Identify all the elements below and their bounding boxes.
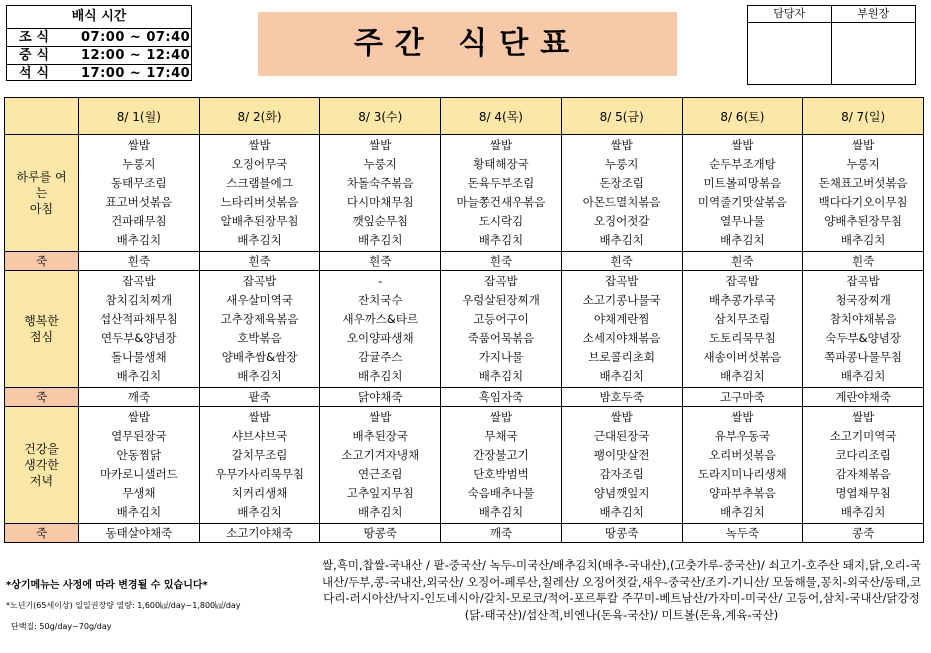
dish-item: 배추김치 bbox=[116, 369, 162, 383]
dish-item: 잔치국수 bbox=[358, 293, 403, 307]
dish-item: 잡곡밥 bbox=[846, 274, 880, 288]
dish-item: 삼치무조림 bbox=[714, 312, 771, 326]
approval-deputy-sign bbox=[832, 23, 916, 85]
porridge-item: 닭야채죽 bbox=[320, 388, 441, 407]
menu-cell bbox=[441, 407, 562, 524]
dish-item: 안동찜닭 bbox=[116, 448, 162, 462]
dish-item: 숙두부&양념장 bbox=[825, 331, 901, 345]
dish-item: 배추김치 bbox=[237, 233, 282, 247]
dish-item: 스크램블에그 bbox=[226, 176, 293, 190]
dish-item: 갈치무조림 bbox=[231, 448, 288, 462]
dish-item: 샤브샤브국 bbox=[231, 429, 288, 443]
menu-cell bbox=[803, 407, 924, 524]
dish-item: 참치김치찌개 bbox=[105, 293, 173, 307]
meal-label-text: 하루를 여 는 아침 bbox=[16, 170, 67, 216]
dish-item: 배추김치 bbox=[720, 505, 765, 519]
dish-item: 아몬드멸치볶음 bbox=[582, 195, 661, 209]
meal-time-row-dinner bbox=[7, 64, 191, 82]
dish-item: 배추김치 bbox=[478, 233, 524, 247]
dish-item: 숙음배추나물 bbox=[467, 486, 535, 500]
dish-item: 잡곡밥 bbox=[122, 274, 156, 288]
dish-item: 돈육두부조림 bbox=[467, 176, 535, 190]
day-header: 8/ 4(목) bbox=[441, 98, 562, 135]
meal-label-lunch bbox=[5, 271, 79, 388]
porridge-item: 흰죽 bbox=[441, 252, 562, 271]
dish-item: 오이양파생채 bbox=[346, 331, 414, 345]
dish-item: 배추김치 bbox=[840, 505, 886, 519]
meal-name: 중식 bbox=[19, 48, 55, 63]
menu-cell bbox=[561, 271, 682, 388]
dish-item: - bbox=[378, 274, 383, 288]
dish-item: 무생채 bbox=[122, 486, 156, 500]
dish-item: 쌀밥 bbox=[489, 410, 513, 424]
menu-cell bbox=[682, 135, 803, 252]
weekly-menu-table bbox=[4, 97, 924, 543]
porridge-item: 깨죽 bbox=[79, 388, 200, 407]
dish-item: 오징어무국 bbox=[231, 157, 288, 171]
dish-item: 알배추된장무침 bbox=[220, 214, 299, 228]
day-header-row bbox=[5, 98, 924, 135]
dish-item: 쌀밥 bbox=[248, 138, 271, 152]
dish-item: 오리버섯볶음 bbox=[709, 448, 776, 462]
dish-item: 미트볼피망볶음 bbox=[703, 176, 782, 190]
dish-item: 오징어젓갈 bbox=[593, 214, 650, 228]
meal-time: 12:00 ~ 12:40 bbox=[81, 48, 191, 63]
day-header: 8/ 6(토) bbox=[682, 98, 803, 135]
dish-item: 잡곡밥 bbox=[484, 274, 518, 288]
dish-item: 표고버섯볶음 bbox=[105, 195, 173, 209]
dish-item: 쌀밥 bbox=[248, 410, 271, 424]
dish-item: 배추김치 bbox=[720, 369, 765, 383]
dish-item: 청국장찌개 bbox=[835, 293, 891, 307]
porridge-item: 흑임자죽 bbox=[441, 388, 562, 407]
protein-note: 단백질: 50g/day~70g/day bbox=[11, 622, 112, 631]
dish-item: 치커리생채 bbox=[231, 486, 288, 500]
menu-cell bbox=[803, 135, 924, 252]
dish-item: 누룽지 bbox=[605, 157, 639, 171]
dish-item: 동태무조림 bbox=[111, 176, 167, 190]
dish-item: 느타리버섯볶음 bbox=[220, 195, 299, 209]
dish-item: 미역줄기맛살볶음 bbox=[697, 195, 787, 209]
dish-item: 배추김치 bbox=[237, 369, 282, 383]
meal-row-lunch bbox=[5, 271, 924, 388]
porridge-item: 고구마죽 bbox=[682, 388, 803, 407]
dish-item: 감귤주스 bbox=[358, 350, 403, 364]
dish-item: 배추김치 bbox=[358, 233, 403, 247]
dish-item: 호박볶음 bbox=[237, 331, 282, 345]
dish-item: 황태해장국 bbox=[473, 157, 529, 171]
dish-item: 죽품어묵볶음 bbox=[467, 331, 535, 345]
meal-label-text: 건강을 생각한 저녁 bbox=[24, 442, 59, 488]
meal-time: 17:00 ~ 17:40 bbox=[81, 66, 191, 81]
dish-item: 마카로니샐러드 bbox=[99, 467, 178, 481]
dish-item: 누룽지 bbox=[363, 157, 397, 171]
porridge-item: 녹두죽 bbox=[682, 524, 803, 543]
dish-item: 배추김치 bbox=[840, 233, 886, 247]
dish-item: 연두부&양념장 bbox=[101, 331, 177, 345]
porridge-label: 죽 bbox=[5, 388, 79, 407]
dish-item: 야채계란찜 bbox=[593, 312, 650, 326]
dish-item: 도시락김 bbox=[478, 214, 524, 228]
porridge-label: 죽 bbox=[5, 524, 79, 543]
meal-time-title: 배식 시간 bbox=[7, 6, 191, 29]
menu-cell bbox=[199, 135, 320, 252]
dish-item: 배추김치 bbox=[478, 505, 524, 519]
dish-item: 배추김치 bbox=[720, 233, 765, 247]
dish-item: 근대된장국 bbox=[593, 429, 650, 443]
dish-item: 쌀밥 bbox=[489, 138, 513, 152]
meal-name: 석식 bbox=[19, 66, 55, 81]
dish-item: 차돌숙주볶음 bbox=[346, 176, 414, 190]
dish-item: 우무가사리묵무침 bbox=[215, 467, 304, 481]
menu-cell bbox=[199, 407, 320, 524]
dish-item: 배추김치 bbox=[840, 369, 886, 383]
porridge-item: 팥죽 bbox=[199, 388, 320, 407]
dish-item: 누룽지 bbox=[122, 157, 156, 171]
menu-cell bbox=[320, 407, 441, 524]
menu-cell bbox=[199, 271, 320, 388]
dish-item: 쌀밥 bbox=[369, 138, 392, 152]
dish-item: 양파부추볶음 bbox=[709, 486, 776, 500]
dish-item: 새우살미역국 bbox=[226, 293, 293, 307]
dish-item: 도토리묵무침 bbox=[709, 331, 776, 345]
dish-item: 새송이버섯볶음 bbox=[703, 350, 782, 364]
dish-item: 돌나물생채 bbox=[111, 350, 167, 364]
dish-item: 배추김치 bbox=[116, 505, 162, 519]
origin-info: 쌀,흑미,찹쌀-국내산 / 팥-중국산/ 녹두-미국산/배추김치(배추-국내산),(고춧가루-중국산)/ 쇠고기-호주산 돼지,닭,오리-국내산/두부,콩-국내산,외국산/ 오징어-페루산,칠레산/ 오징어젓갈,새우-중국산/조기-기니산/ 모둠해물,꽁치-외국산/동태,코다리-러시아산/낙지-인도네시아/갈치-모로코/적어-포르투칼 주꾸미-베트남산/가자미-미국산/ 고등어,삼치-국내산/닭강정(닭-태국산)/섭산적,비엔나(돈육-국산)/ 미트볼(돈육,계육-국산) bbox=[321, 558, 921, 622]
dish-item: 감자조림 bbox=[599, 467, 644, 481]
day-header: 8/ 5(금) bbox=[561, 98, 682, 135]
meal-label-breakfast bbox=[5, 135, 79, 252]
dish-item: 배추된장국 bbox=[352, 429, 409, 443]
porridge-row-breakfast bbox=[5, 252, 924, 271]
porridge-item: 흰죽 bbox=[682, 252, 803, 271]
dish-item: 배추김치 bbox=[599, 369, 644, 383]
menu-cell bbox=[320, 271, 441, 388]
dish-item: 소고기콩나물국 bbox=[582, 293, 661, 307]
dish-item: 소고기겨자냉채 bbox=[341, 448, 420, 462]
dish-item: 쪽파콩나물무침 bbox=[824, 350, 902, 364]
porridge-item: 흰죽 bbox=[803, 252, 924, 271]
dish-item: 고등어구이 bbox=[473, 312, 529, 326]
approval-deputy-label: 부원장 bbox=[857, 7, 890, 20]
day-header: 8/ 7(일) bbox=[803, 98, 924, 135]
dish-item: 고추장제육볶음 bbox=[220, 312, 299, 326]
porridge-item: 소고기야채죽 bbox=[199, 524, 320, 543]
dish-item: 브로콜리초회 bbox=[588, 350, 655, 364]
dish-item: 돈채표고버섯볶음 bbox=[818, 176, 908, 190]
dish-item: 섭산적파채무침 bbox=[99, 312, 178, 326]
dish-item: 소세지야채볶음 bbox=[582, 331, 661, 345]
dish-item: 다시마채무침 bbox=[346, 195, 414, 209]
meal-time-row-lunch bbox=[7, 46, 191, 64]
change-note: *상기메뉴는 사정에 따라 변경될 수 있습니다* bbox=[6, 580, 208, 591]
dish-item: 코다리조림 bbox=[835, 448, 891, 462]
dish-item: 배추김치 bbox=[478, 369, 524, 383]
approval-manager-sign bbox=[748, 23, 832, 85]
day-header: 8/ 2(화) bbox=[199, 98, 320, 135]
menu-cell bbox=[682, 407, 803, 524]
menu-cell bbox=[79, 271, 200, 388]
dish-item: 잡곡밥 bbox=[605, 274, 639, 288]
dish-item: 건파래무침 bbox=[111, 214, 167, 228]
approval-manager-label: 담당자 bbox=[748, 6, 832, 22]
dish-item: 돈장조림 bbox=[599, 176, 644, 190]
meal-row-dinner bbox=[5, 407, 924, 524]
porridge-item: 땅콩죽 bbox=[561, 524, 682, 543]
meal-time-box bbox=[6, 5, 192, 81]
dish-item: 팽이맛살전 bbox=[593, 448, 650, 462]
dish-item: 쌀밥 bbox=[610, 138, 633, 152]
meal-time-row-breakfast bbox=[7, 29, 191, 46]
calorie-note: *노년기(65세이상) 일일권장량 열량: 1,600㎉/day~1,800㎉/day bbox=[6, 601, 241, 610]
dish-item: 쌀밥 bbox=[731, 138, 754, 152]
meal-label-text: 행복한 점심 bbox=[24, 314, 59, 344]
dish-item: 양배추된장무침 bbox=[824, 214, 902, 228]
dish-item: 참치야채볶음 bbox=[829, 312, 897, 326]
meal-row-breakfast bbox=[5, 135, 924, 252]
dish-item: 우렁살된장찌개 bbox=[462, 293, 540, 307]
day-header: 8/ 3(수) bbox=[320, 98, 441, 135]
menu-cell bbox=[561, 135, 682, 252]
dish-item: 배추콩가루국 bbox=[709, 293, 776, 307]
porridge-row-lunch bbox=[5, 388, 924, 407]
porridge-item: 콩죽 bbox=[803, 524, 924, 543]
menu-cell bbox=[441, 135, 562, 252]
dish-item: 도라지미나리생채 bbox=[697, 467, 787, 481]
menu-cell bbox=[803, 271, 924, 388]
dish-item: 양배추쌈&쌈장 bbox=[221, 350, 298, 364]
dish-item: 쌀밥 bbox=[127, 138, 150, 152]
dish-item: 백다다기오이무침 bbox=[818, 195, 908, 209]
meal-label-dinner bbox=[5, 407, 79, 524]
dish-item: 연근조림 bbox=[358, 467, 403, 481]
dish-item: 유부우동국 bbox=[714, 429, 771, 443]
dish-item: 배추김치 bbox=[599, 505, 644, 519]
menu-cell bbox=[561, 407, 682, 524]
porridge-item: 흰죽 bbox=[79, 252, 200, 271]
dish-item: 쌀밥 bbox=[731, 410, 754, 424]
dish-item: 잡곡밥 bbox=[725, 274, 760, 288]
dish-item: 순두부조개탕 bbox=[709, 157, 776, 171]
dish-item: 마늘쫑건새우볶음 bbox=[456, 195, 546, 209]
porridge-row-dinner bbox=[5, 524, 924, 543]
porridge-item: 계란야채죽 bbox=[803, 388, 924, 407]
menu-cell bbox=[441, 271, 562, 388]
menu-cell bbox=[682, 271, 803, 388]
menu-cell bbox=[79, 135, 200, 252]
porridge-item: 깨죽 bbox=[441, 524, 562, 543]
dish-item: 감자채볶음 bbox=[835, 467, 891, 481]
dish-item: 소고기미역국 bbox=[829, 429, 897, 443]
dish-item: 간장불고기 bbox=[473, 448, 529, 462]
day-header: 8/ 1(월) bbox=[79, 98, 200, 135]
dish-item: 쌀밥 bbox=[127, 410, 150, 424]
approval-box bbox=[747, 5, 916, 85]
corner-cell bbox=[5, 98, 79, 135]
porridge-item: 흰죽 bbox=[561, 252, 682, 271]
page-title: 주간 식단표 bbox=[258, 12, 677, 76]
porridge-item: 흰죽 bbox=[320, 252, 441, 271]
dish-item: 고추잎지무침 bbox=[346, 486, 414, 500]
dish-item: 배추김치 bbox=[237, 505, 282, 519]
dish-item: 잡곡밥 bbox=[242, 274, 277, 288]
dish-item: 배추김치 bbox=[358, 369, 403, 383]
dish-item: 깻잎순무침 bbox=[352, 214, 409, 228]
meal-name: 조식 bbox=[19, 30, 55, 45]
dish-item: 쌀밥 bbox=[610, 410, 633, 424]
porridge-item: 땅콩죽 bbox=[320, 524, 441, 543]
dish-item: 배추김치 bbox=[599, 233, 644, 247]
porridge-item: 밤호두죽 bbox=[561, 388, 682, 407]
dish-item: 배추김치 bbox=[358, 505, 403, 519]
dish-item: 쌀밥 bbox=[369, 410, 392, 424]
dish-item: 양념깻잎지 bbox=[593, 486, 650, 500]
porridge-item: 흰죽 bbox=[199, 252, 320, 271]
dish-item: 누룽지 bbox=[846, 157, 880, 171]
porridge-item: 동태살야채죽 bbox=[79, 524, 200, 543]
porridge-label: 죽 bbox=[5, 252, 79, 271]
dish-item: 단호박범벅 bbox=[473, 467, 529, 481]
dish-item: 쌀밥 bbox=[852, 410, 875, 424]
menu-cell bbox=[79, 407, 200, 524]
dish-item: 배추김치 bbox=[116, 233, 162, 247]
dish-item: 무채국 bbox=[484, 429, 518, 443]
dish-item: 명엽채무침 bbox=[835, 486, 891, 500]
dish-item: 열무된장국 bbox=[111, 429, 167, 443]
meal-time: 07:00 ~ 07:40 bbox=[81, 30, 191, 45]
dish-item: 쌀밥 bbox=[852, 138, 875, 152]
dish-item: 가지나물 bbox=[478, 350, 524, 364]
menu-cell bbox=[320, 135, 441, 252]
dish-item: 열무나물 bbox=[720, 214, 765, 228]
dish-item: 새우까스&타르 bbox=[342, 312, 419, 326]
